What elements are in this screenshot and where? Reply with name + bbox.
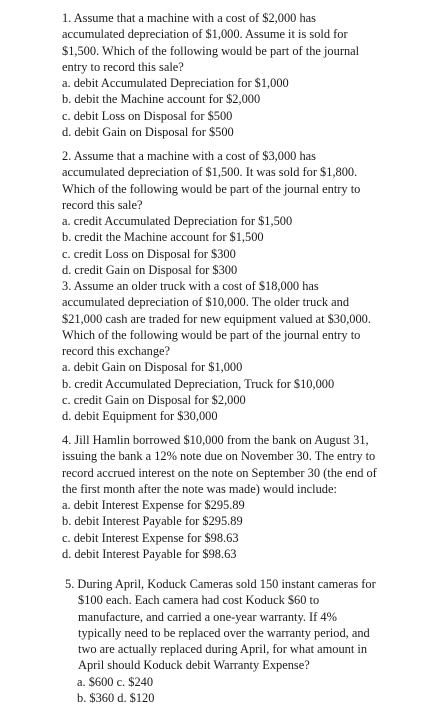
question-4-options [62,497,378,562]
question-2-stem: 2. Assume that a machine with a cost of $3,000 has accumulated depreciation of $1,500. It was sold for $1,800. Which of the following would be part of the journal entry to record this sale? [62,149,361,212]
question-4-option-d: d. debit Interest Payable for $98.63 [62,547,237,562]
question-3-option-d: d. debit Equipment for $30,000 [62,409,218,424]
question-2-option-d: d. credit Gain on Disposal for $300 [62,263,238,278]
question-3-options [62,359,378,424]
question-4-stem: 4. Jill Hamlin borrowed $10,000 from the bank on August 31, issuing the bank a 12% note due on November 30. The entry to record accrued interest on the note on September 30 (the end of the first month after the note was made) would include: [62,433,377,496]
question-1-option-d: d. debit Gain on Disposal for $500 [62,125,234,140]
question-3-option-b: b. credit Accumulated Depreciation, Truck for $10,000 [62,376,335,391]
question-2-option-a: a. credit Accumulated Depreciation for $1,500 [62,214,293,229]
question-5-options-row-2: b. $360 d. $120 [77,691,155,706]
question-3-option-c: c. credit Gain on Disposal for $2,000 [62,393,246,408]
question-2-option-b: b. credit the Machine account for $1,500 [62,230,264,245]
question-2-options [62,213,378,278]
question-1 [62,10,378,140]
question-3 [62,278,378,425]
question-5-options [65,674,383,706]
question-4 [62,432,378,562]
question-3-option-a: a. debit Gain on Disposal for $1,000 [62,360,243,375]
question-1-stem: 1. Assume that a machine with a cost of $2,000 has accumulated depreciation of $1,000. Assume it is sold for $1,500. Which of the following would be part of the journal entry to record this sale? [62,11,360,74]
question-4-option-a: a. debit Interest Expense for $295.89 [62,498,245,513]
question-3-stem: 3. Assume an older truck with a cost of $18,000 has accumulated depreciation of $10,000. The older truck and $21,000 cash are traded for new equipment valued at $30,000. Which of the following would be part of the journal entry to record this exchange? [62,279,371,359]
question-1-option-b: b. debit the Machine account for $2,000 [62,92,261,107]
question-5-stem: 5. During April, Koduck Cameras sold 150 instant cameras for $100 each. Each camera had cost Koduck $60 to manufacture, and carried a one-year warranty. If 4% typically need to be replaced over the warranty period, and two are actually replaced during April, for what amount in April should Koduck debit Warranty Expense? [65,577,376,673]
question-2-option-c: c. credit Loss on Disposal for $300 [62,246,236,261]
question-1-options [62,75,378,140]
question-4-option-b: b. debit Interest Payable for $295.89 [62,514,243,529]
question-5 [65,576,383,706]
question-1-option-a: a. debit Accumulated Depreciation for $1,000 [62,76,289,91]
question-1-option-c: c. debit Loss on Disposal for $500 [62,108,233,123]
question-5-options-row-1: a. $600 c. $240 [77,674,154,689]
question-2 [62,148,378,278]
question-4-option-c: c. debit Interest Expense for $98.63 [62,530,239,545]
